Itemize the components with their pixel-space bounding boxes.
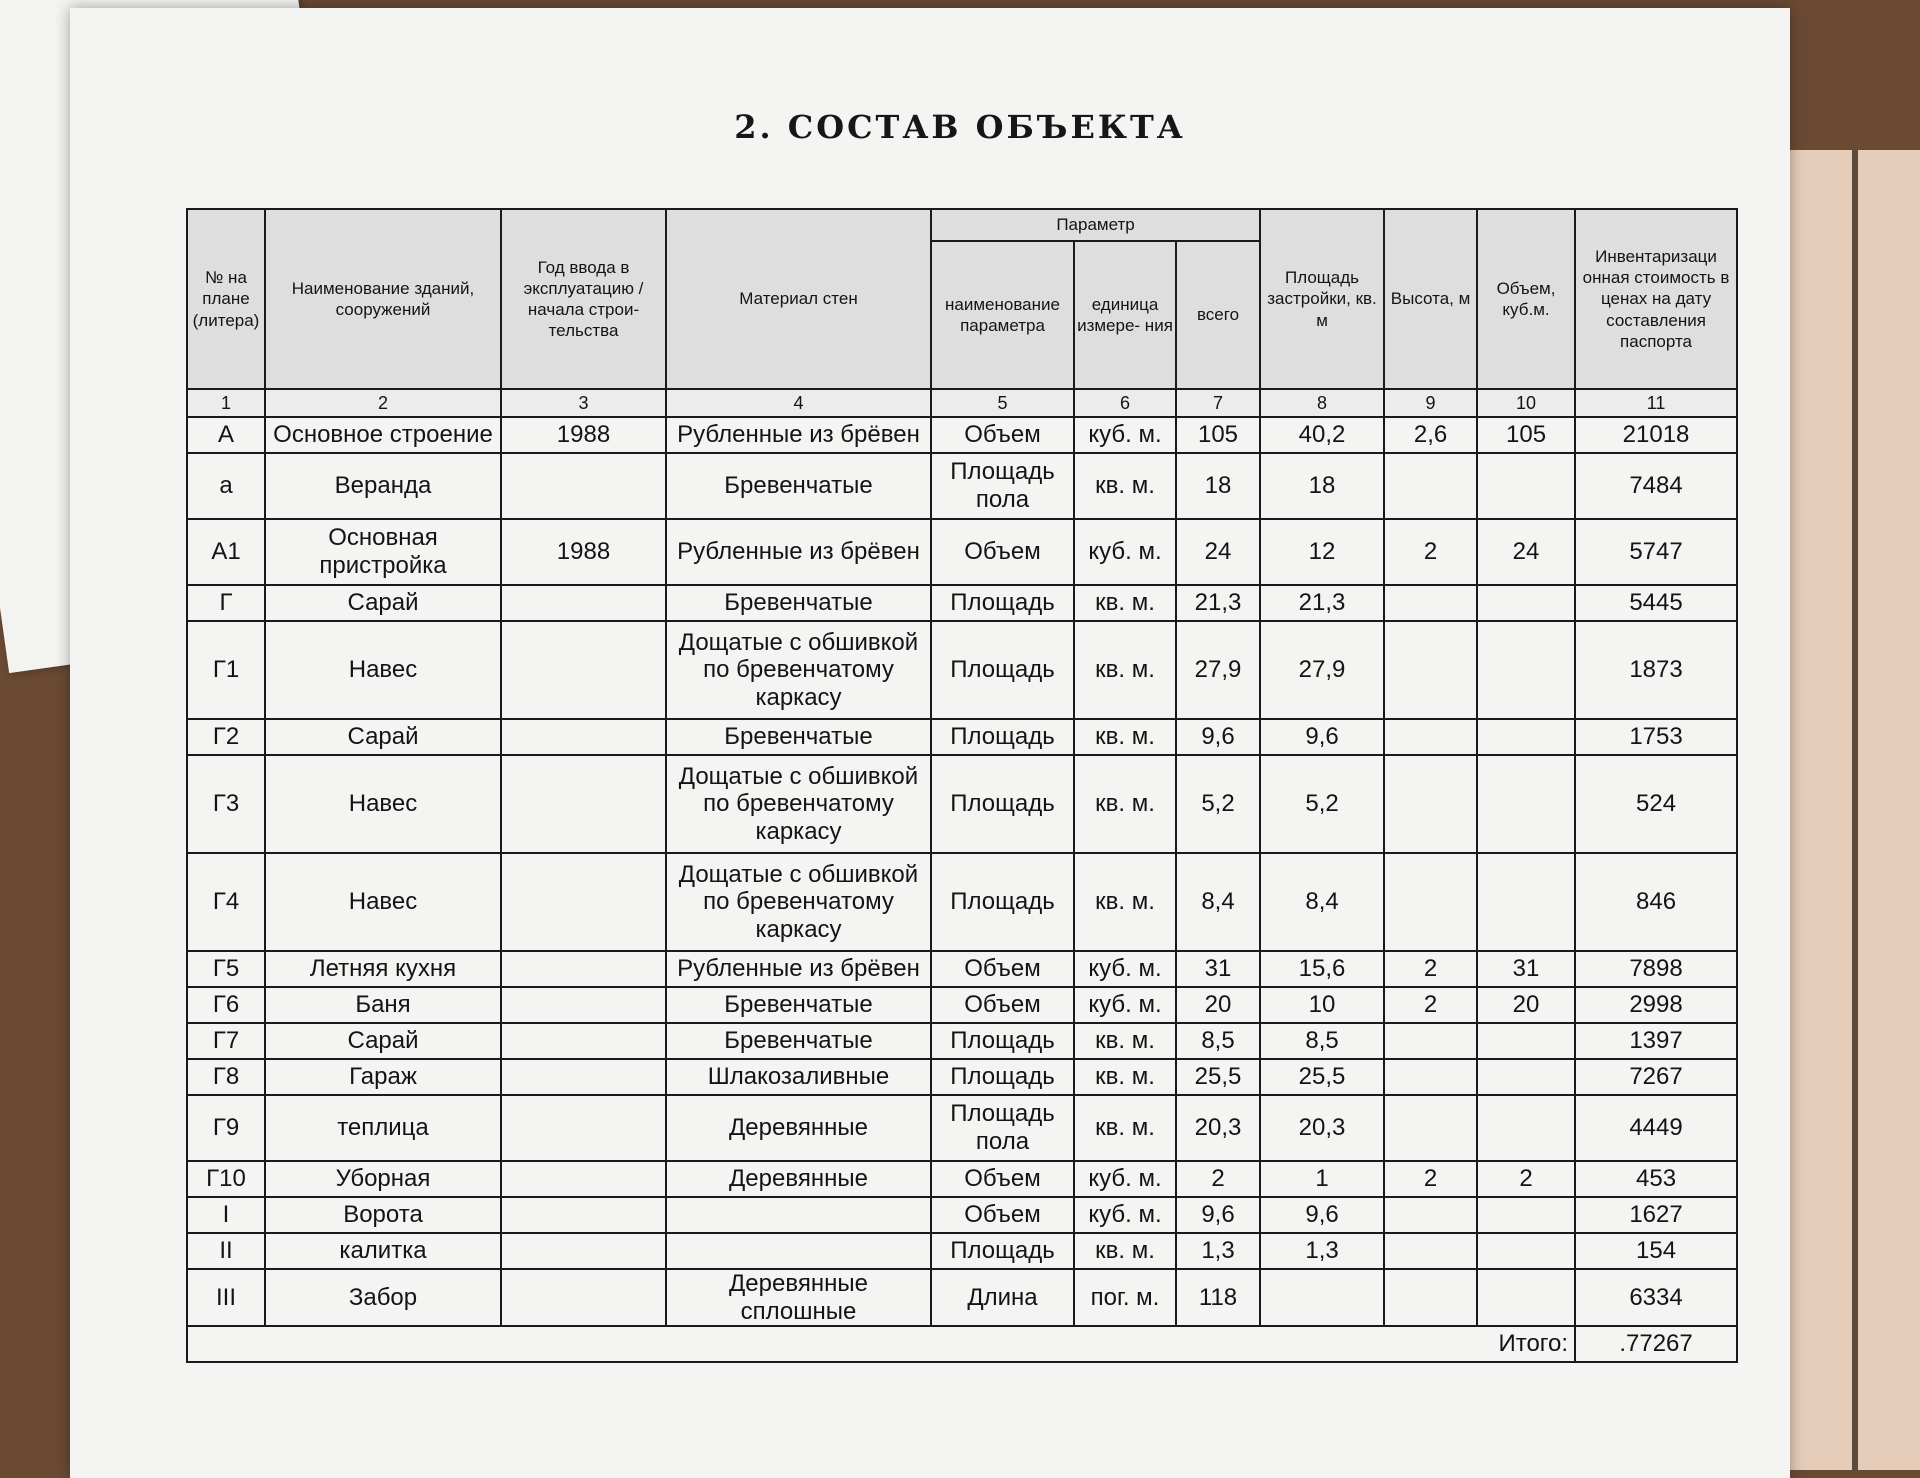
cell-param: Площадь xyxy=(931,621,1074,719)
cell-unit: куб. м. xyxy=(1074,519,1176,585)
cell-unit: куб. м. xyxy=(1074,987,1176,1023)
cell-literal: Г1 xyxy=(187,621,265,719)
cell-unit: кв. м. xyxy=(1074,755,1176,853)
cell-material: Деревянные xyxy=(666,1095,931,1161)
table-row xyxy=(187,1233,1737,1269)
cell-material: Рубленные из брёвен xyxy=(666,951,931,987)
cell-literal: I xyxy=(187,1197,265,1233)
table-row xyxy=(187,453,1737,519)
cell-volume: 31 xyxy=(1477,951,1575,987)
cell-total: 1,3 xyxy=(1176,1233,1260,1269)
cell-volume xyxy=(1477,1233,1575,1269)
cell-total: 25,5 xyxy=(1176,1059,1260,1095)
cell-param: Объем xyxy=(931,1161,1074,1197)
cell-unit: куб. м. xyxy=(1074,1197,1176,1233)
cell-year xyxy=(501,719,666,755)
cell-unit: кв. м. xyxy=(1074,453,1176,519)
cell-cost: 1397 xyxy=(1575,1023,1737,1059)
cell-name: Основное строение xyxy=(265,417,501,453)
cell-name: теплица xyxy=(265,1095,501,1161)
cell-year xyxy=(501,585,666,621)
column-number: 8 xyxy=(1260,389,1384,417)
cell-name: Навес xyxy=(265,621,501,719)
cell-literal: а xyxy=(187,453,265,519)
cell-volume xyxy=(1477,853,1575,951)
cell-total: 20 xyxy=(1176,987,1260,1023)
cell-name: Уборная xyxy=(265,1161,501,1197)
column-number: 10 xyxy=(1477,389,1575,417)
table-row xyxy=(187,719,1737,755)
cell-literal: II xyxy=(187,1233,265,1269)
cell-year xyxy=(501,1197,666,1233)
cell-unit: кв. м. xyxy=(1074,719,1176,755)
table-row xyxy=(187,621,1737,719)
cell-name: Навес xyxy=(265,755,501,853)
header-param-total: всего xyxy=(1176,241,1260,389)
cell-literal: Г7 xyxy=(187,1023,265,1059)
cell-volume xyxy=(1477,1197,1575,1233)
paper-stripe xyxy=(1852,150,1858,1470)
column-number: 11 xyxy=(1575,389,1737,417)
cell-height xyxy=(1384,1269,1477,1326)
cell-total: 105 xyxy=(1176,417,1260,453)
cell-area: 10 xyxy=(1260,987,1384,1023)
cell-volume xyxy=(1477,1023,1575,1059)
total-label: Итого: xyxy=(187,1326,1575,1362)
cell-year xyxy=(501,853,666,951)
column-number: 7 xyxy=(1176,389,1260,417)
cell-area: 5,2 xyxy=(1260,755,1384,853)
header-param-name: наименование параметра xyxy=(931,241,1074,389)
cell-cost: 453 xyxy=(1575,1161,1737,1197)
table-row xyxy=(187,519,1737,585)
cell-area: 25,5 xyxy=(1260,1059,1384,1095)
column-number: 9 xyxy=(1384,389,1477,417)
cell-param: Площадь xyxy=(931,1233,1074,1269)
cell-name: Летняя кухня xyxy=(265,951,501,987)
cell-param: Площадь пола xyxy=(931,1095,1074,1161)
cell-year: 1988 xyxy=(501,519,666,585)
cell-material: Рубленные из брёвен xyxy=(666,519,931,585)
cell-material: Бревенчатые xyxy=(666,585,931,621)
cell-total: 8,5 xyxy=(1176,1023,1260,1059)
cell-unit: кв. м. xyxy=(1074,1095,1176,1161)
cell-material: Бревенчатые xyxy=(666,719,931,755)
cell-material: Рубленные из брёвен xyxy=(666,417,931,453)
cell-area: 8,4 xyxy=(1260,853,1384,951)
cell-material xyxy=(666,1233,931,1269)
cell-area: 1 xyxy=(1260,1161,1384,1197)
header-cost: Инвентаризаци онная стоимость в ценах на дату составления паспорта xyxy=(1575,209,1737,389)
cell-literal: А1 xyxy=(187,519,265,585)
column-number: 6 xyxy=(1074,389,1176,417)
table-row xyxy=(187,585,1737,621)
cell-area: 12 xyxy=(1260,519,1384,585)
cell-literal: Г2 xyxy=(187,719,265,755)
cell-volume xyxy=(1477,1059,1575,1095)
cell-height xyxy=(1384,585,1477,621)
cell-total: 9,6 xyxy=(1176,719,1260,755)
cell-total: 27,9 xyxy=(1176,621,1260,719)
cell-unit: куб. м. xyxy=(1074,417,1176,453)
cell-name: Баня xyxy=(265,987,501,1023)
cell-height: 2 xyxy=(1384,951,1477,987)
cell-total: 18 xyxy=(1176,453,1260,519)
cell-area: 9,6 xyxy=(1260,719,1384,755)
table-row xyxy=(187,987,1737,1023)
cell-total: 118 xyxy=(1176,1269,1260,1326)
cell-unit: кв. м. xyxy=(1074,1059,1176,1095)
header-literal: № на плане (литера) xyxy=(187,209,265,389)
cell-literal: Г4 xyxy=(187,853,265,951)
cell-height xyxy=(1384,1233,1477,1269)
cell-height xyxy=(1384,621,1477,719)
cell-unit: куб. м. xyxy=(1074,1161,1176,1197)
cell-area: 21,3 xyxy=(1260,585,1384,621)
cell-param: Площадь пола xyxy=(931,453,1074,519)
cell-literal: Г9 xyxy=(187,1095,265,1161)
cell-name: Ворота xyxy=(265,1197,501,1233)
column-number: 3 xyxy=(501,389,666,417)
object-composition-table xyxy=(186,208,1738,1363)
cell-height xyxy=(1384,1197,1477,1233)
cell-param: Площадь xyxy=(931,585,1074,621)
cell-volume: 105 xyxy=(1477,417,1575,453)
cell-area xyxy=(1260,1269,1384,1326)
cell-param: Площадь xyxy=(931,853,1074,951)
total-value: .77267 xyxy=(1575,1326,1737,1362)
cell-literal: А xyxy=(187,417,265,453)
cell-name: Веранда xyxy=(265,453,501,519)
cell-year xyxy=(501,1233,666,1269)
cell-material: Дощатые с обшивкой по бревенчатому каркасу xyxy=(666,621,931,719)
cell-unit: кв. м. xyxy=(1074,585,1176,621)
cell-param: Площадь xyxy=(931,1059,1074,1095)
cell-height xyxy=(1384,853,1477,951)
cell-year xyxy=(501,987,666,1023)
cell-literal: Г xyxy=(187,585,265,621)
cell-unit: кв. м. xyxy=(1074,1023,1176,1059)
header-area: Площадь застройки, кв. м xyxy=(1260,209,1384,389)
cell-name: Гараж xyxy=(265,1059,501,1095)
cell-height xyxy=(1384,1095,1477,1161)
cell-name: Основная пристройка xyxy=(265,519,501,585)
cell-area: 8,5 xyxy=(1260,1023,1384,1059)
cell-volume xyxy=(1477,585,1575,621)
total-row xyxy=(187,1326,1737,1362)
cell-name: калитка xyxy=(265,1233,501,1269)
cell-cost: 2998 xyxy=(1575,987,1737,1023)
header-name: Наименование зданий, сооружений xyxy=(265,209,501,389)
cell-cost: 21018 xyxy=(1575,417,1737,453)
cell-cost: 154 xyxy=(1575,1233,1737,1269)
cell-year: 1988 xyxy=(501,417,666,453)
cell-volume xyxy=(1477,453,1575,519)
cell-unit: кв. м. xyxy=(1074,1233,1176,1269)
table-row xyxy=(187,755,1737,853)
cell-literal: III xyxy=(187,1269,265,1326)
cell-total: 9,6 xyxy=(1176,1197,1260,1233)
column-number: 1 xyxy=(187,389,265,417)
cell-volume xyxy=(1477,719,1575,755)
cell-cost: 524 xyxy=(1575,755,1737,853)
cell-total: 8,4 xyxy=(1176,853,1260,951)
column-number: 2 xyxy=(265,389,501,417)
background-paper-right xyxy=(1780,150,1920,1470)
cell-area: 15,6 xyxy=(1260,951,1384,987)
cell-cost: 5445 xyxy=(1575,585,1737,621)
cell-param: Объем xyxy=(931,951,1074,987)
header-height: Высота, м xyxy=(1384,209,1477,389)
cell-name: Сарай xyxy=(265,719,501,755)
header-parameter-group: Параметр xyxy=(931,209,1260,241)
cell-param: Площадь xyxy=(931,719,1074,755)
cell-area: 9,6 xyxy=(1260,1197,1384,1233)
cell-year xyxy=(501,1023,666,1059)
cell-year xyxy=(501,621,666,719)
cell-cost: 1627 xyxy=(1575,1197,1737,1233)
cell-volume xyxy=(1477,1095,1575,1161)
cell-unit: кв. м. xyxy=(1074,853,1176,951)
cell-total: 24 xyxy=(1176,519,1260,585)
cell-height: 2 xyxy=(1384,519,1477,585)
column-numbers-row xyxy=(187,389,1737,417)
cell-literal: Г6 xyxy=(187,987,265,1023)
cell-param: Длина xyxy=(931,1269,1074,1326)
cell-year xyxy=(501,453,666,519)
table-row xyxy=(187,1095,1737,1161)
column-number: 5 xyxy=(931,389,1074,417)
cell-cost: 1753 xyxy=(1575,719,1737,755)
header-param-unit: единица измере- ния xyxy=(1074,241,1176,389)
cell-volume xyxy=(1477,755,1575,853)
cell-total: 5,2 xyxy=(1176,755,1260,853)
cell-year xyxy=(501,951,666,987)
table-row xyxy=(187,417,1737,453)
cell-unit: пог. м. xyxy=(1074,1269,1176,1326)
cell-param: Площадь xyxy=(931,755,1074,853)
cell-area: 1,3 xyxy=(1260,1233,1384,1269)
cell-unit: кв. м. xyxy=(1074,621,1176,719)
cell-name: Навес xyxy=(265,853,501,951)
cell-unit: куб. м. xyxy=(1074,951,1176,987)
cell-cost: 4449 xyxy=(1575,1095,1737,1161)
cell-cost: 1873 xyxy=(1575,621,1737,719)
cell-height xyxy=(1384,719,1477,755)
cell-total: 21,3 xyxy=(1176,585,1260,621)
header-material: Материал стен xyxy=(666,209,931,389)
cell-area: 20,3 xyxy=(1260,1095,1384,1161)
cell-material: Шлакозаливные xyxy=(666,1059,931,1095)
cell-param: Площадь xyxy=(931,1023,1074,1059)
cell-height xyxy=(1384,1023,1477,1059)
cell-cost: 5747 xyxy=(1575,519,1737,585)
cell-literal: Г8 xyxy=(187,1059,265,1095)
cell-year xyxy=(501,1269,666,1326)
cell-material xyxy=(666,1197,931,1233)
cell-volume: 2 xyxy=(1477,1161,1575,1197)
cell-param: Объем xyxy=(931,417,1074,453)
cell-cost: 7484 xyxy=(1575,453,1737,519)
cell-material: Дощатые с обшивкой по бревенчатому каркасу xyxy=(666,853,931,951)
cell-literal: Г3 xyxy=(187,755,265,853)
cell-height xyxy=(1384,453,1477,519)
cell-year xyxy=(501,755,666,853)
cell-cost: 7898 xyxy=(1575,951,1737,987)
cell-material: Дощатые с обшивкой по бревенчатому каркасу xyxy=(666,755,931,853)
cell-volume: 20 xyxy=(1477,987,1575,1023)
cell-total: 2 xyxy=(1176,1161,1260,1197)
table-row xyxy=(187,853,1737,951)
cell-cost: 6334 xyxy=(1575,1269,1737,1326)
cell-material: Бревенчатые xyxy=(666,987,931,1023)
cell-total: 20,3 xyxy=(1176,1095,1260,1161)
cell-total: 31 xyxy=(1176,951,1260,987)
document-title: 2. СОСТАВ ОБЪЕКТА xyxy=(734,108,1186,146)
cell-year xyxy=(501,1161,666,1197)
cell-param: Объем xyxy=(931,519,1074,585)
cell-height xyxy=(1384,755,1477,853)
cell-height: 2,6 xyxy=(1384,417,1477,453)
header-volume: Объем, куб.м. xyxy=(1477,209,1575,389)
cell-name: Сарай xyxy=(265,1023,501,1059)
table-row xyxy=(187,1197,1737,1233)
cell-year xyxy=(501,1095,666,1161)
cell-volume xyxy=(1477,621,1575,719)
table-row xyxy=(187,1161,1737,1197)
cell-material: Бревенчатые xyxy=(666,1023,931,1059)
cell-height: 2 xyxy=(1384,987,1477,1023)
cell-cost: 846 xyxy=(1575,853,1737,951)
cell-material: Деревянные xyxy=(666,1161,931,1197)
header-year: Год ввода в эксплуатацию /начала строи- тельства xyxy=(501,209,666,389)
cell-literal: Г5 xyxy=(187,951,265,987)
table-row xyxy=(187,1059,1737,1095)
cell-volume xyxy=(1477,1269,1575,1326)
table-row xyxy=(187,1269,1737,1326)
cell-param: Объем xyxy=(931,987,1074,1023)
cell-year xyxy=(501,1059,666,1095)
table-row xyxy=(187,951,1737,987)
cell-name: Забор xyxy=(265,1269,501,1326)
table-row xyxy=(187,1023,1737,1059)
cell-param: Объем xyxy=(931,1197,1074,1233)
cell-area: 18 xyxy=(1260,453,1384,519)
cell-cost: 7267 xyxy=(1575,1059,1737,1095)
cell-material: Бревенчатые xyxy=(666,453,931,519)
cell-area: 40,2 xyxy=(1260,417,1384,453)
cell-height: 2 xyxy=(1384,1161,1477,1197)
cell-literal: Г10 xyxy=(187,1161,265,1197)
cell-height xyxy=(1384,1059,1477,1095)
cell-name: Сарай xyxy=(265,585,501,621)
cell-area: 27,9 xyxy=(1260,621,1384,719)
cell-volume: 24 xyxy=(1477,519,1575,585)
cell-material: Деревянные сплошные xyxy=(666,1269,931,1326)
column-number: 4 xyxy=(666,389,931,417)
